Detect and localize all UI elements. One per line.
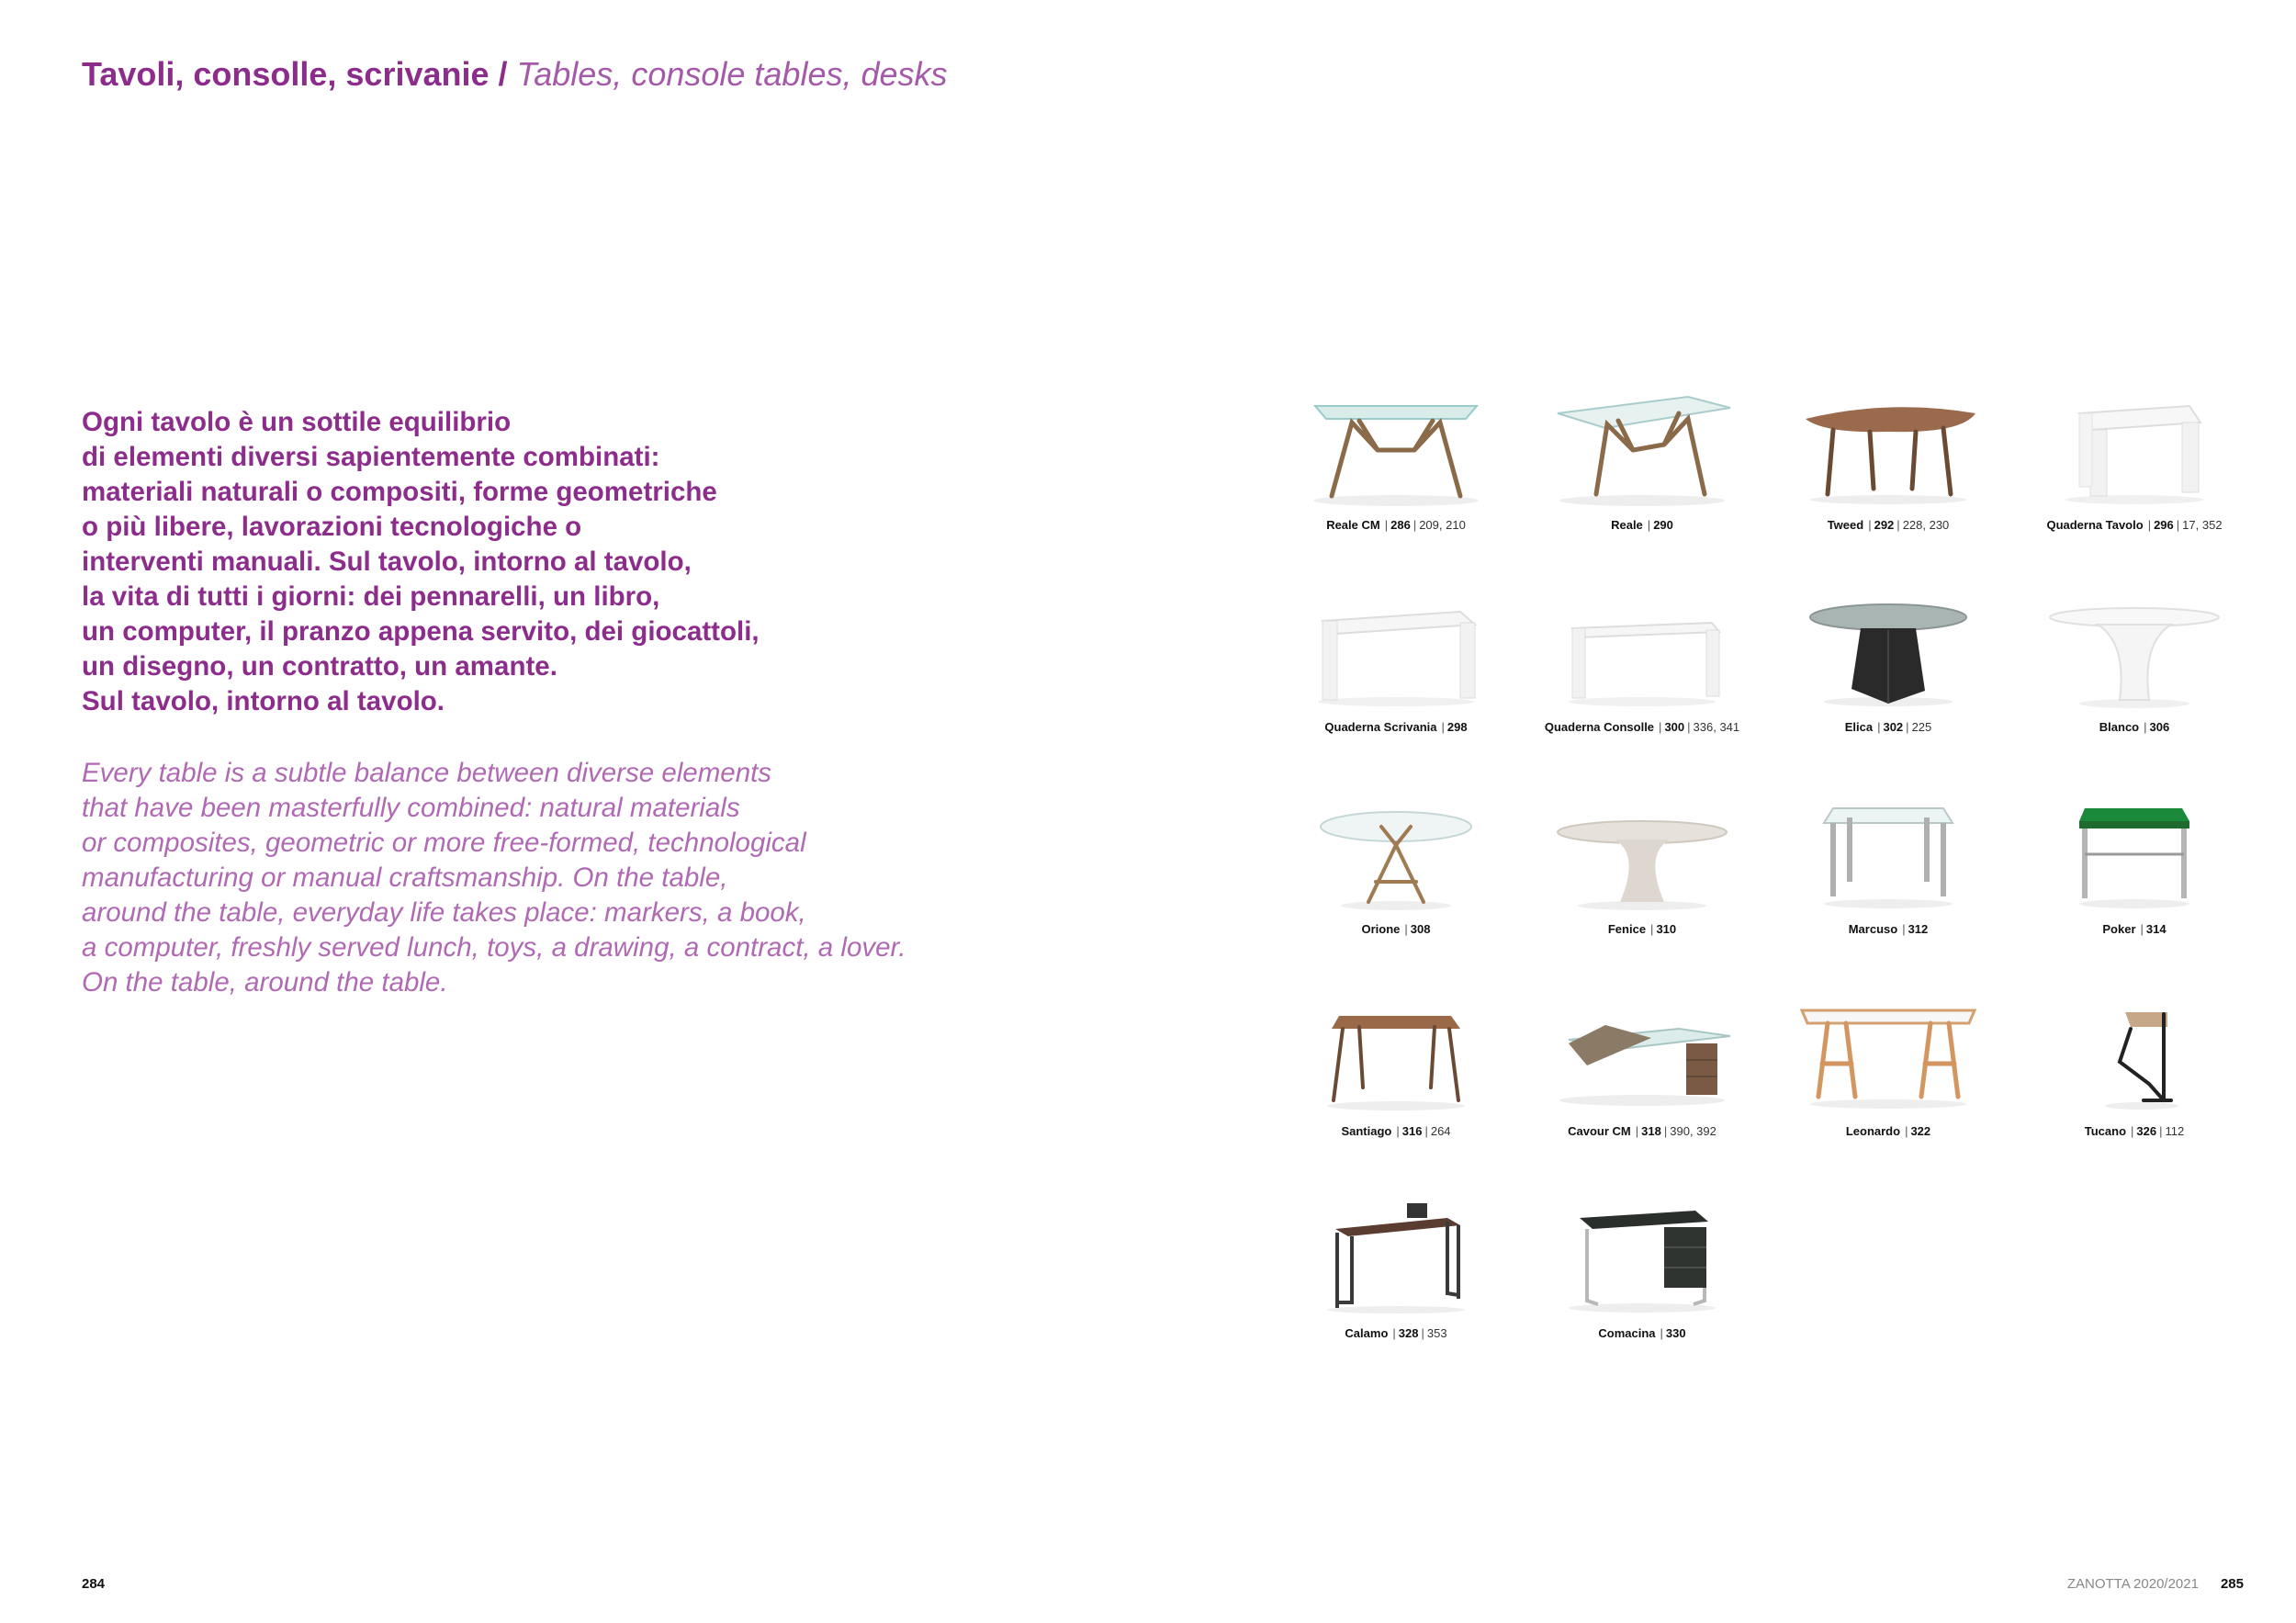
product-name: Poker bbox=[2102, 922, 2136, 936]
intro-italian-line: materiali naturali o compositi, forme geometriche bbox=[82, 477, 717, 507]
product-page: 316 bbox=[1401, 1124, 1423, 1138]
product-name: Comacina bbox=[1598, 1326, 1656, 1340]
product-name: Tweed bbox=[1827, 518, 1864, 532]
product-name: Fenice bbox=[1607, 922, 1647, 936]
product-name: Orione bbox=[1361, 922, 1401, 936]
product-caption: Tweed | 292 | 228, 230 bbox=[1827, 518, 1950, 532]
product-caption: Reale | 290 bbox=[1611, 518, 1673, 532]
product-page: 312 bbox=[1908, 922, 1929, 936]
product-item-comacina[interactable] bbox=[1523, 1194, 1761, 1387]
product-item-quaderna-consolle[interactable] bbox=[1523, 588, 1761, 781]
product-caption: Reale CM | 286 | 209, 210 bbox=[1326, 518, 1466, 532]
product-name: Reale bbox=[1611, 518, 1643, 532]
oval-wood-table-icon bbox=[1796, 386, 1980, 514]
round-glass-table-icon bbox=[1796, 588, 1980, 716]
product-name: Quaderna Scrivania bbox=[1324, 720, 1437, 734]
grid-console-icon bbox=[1550, 588, 1734, 716]
product-name: Blanco bbox=[2099, 720, 2140, 734]
product-page: 296 bbox=[2154, 518, 2174, 532]
grid-table-icon bbox=[2043, 386, 2226, 514]
product-caption: Elica | 302 | 225 bbox=[1844, 720, 1932, 734]
product-item-santiago[interactable] bbox=[1277, 992, 1515, 1185]
oval-pedestal-table-icon bbox=[1550, 790, 1734, 919]
product-item-reale[interactable] bbox=[1523, 386, 1761, 579]
trestle-table-icon bbox=[1796, 992, 1980, 1121]
product-page: 310 bbox=[1656, 922, 1677, 936]
intro-english-line: or composites, geometric or more free-formed, technological bbox=[82, 828, 806, 858]
product-name: Marcuso bbox=[1848, 922, 1898, 936]
product-page: 326 bbox=[2136, 1124, 2157, 1138]
intro-italian-line: Sul tavolo, intorno al tavolo. bbox=[82, 686, 445, 716]
brand-label: ZANOTTA 2020/2021 bbox=[2066, 1576, 2199, 1592]
desk-with-drawers-icon bbox=[1550, 992, 1734, 1121]
product-page: 292 bbox=[1874, 518, 1895, 532]
product-grid bbox=[1277, 386, 2250, 1359]
product-refs: 225 bbox=[1911, 720, 1932, 734]
intro-english bbox=[82, 756, 1000, 1000]
product-caption: Tucano | 326 | 112 bbox=[2084, 1124, 2185, 1138]
product-caption: Calamo | 328 | 353 bbox=[1345, 1326, 1447, 1340]
product-page: 298 bbox=[1446, 720, 1468, 734]
product-item-cavour-cm[interactable] bbox=[1523, 992, 1761, 1185]
desk-with-drawers-icon bbox=[1550, 1194, 1734, 1323]
product-item-elica[interactable] bbox=[1769, 588, 2008, 781]
product-name: Leonardo bbox=[1845, 1124, 1901, 1138]
product-item-reale-cm[interactable] bbox=[1277, 386, 1515, 579]
intro-english-line: that have been masterfully combined: natural materials bbox=[82, 793, 740, 823]
product-name: Elica bbox=[1844, 720, 1874, 734]
product-name: Calamo bbox=[1345, 1326, 1389, 1340]
intro-english-line: around the table, everyday life takes place: markers, a book, bbox=[82, 897, 806, 928]
page-number-right: 285 bbox=[2220, 1576, 2244, 1592]
intro-italian-line: un computer, il pranzo appena servito, dei giocattoli, bbox=[82, 616, 760, 647]
product-item-poker[interactable] bbox=[2015, 790, 2254, 983]
page-title bbox=[82, 55, 948, 94]
product-caption: Poker | 314 bbox=[2102, 922, 2167, 936]
product-item-quaderna-scrivania[interactable] bbox=[1277, 588, 1515, 781]
intro-italian bbox=[82, 405, 1000, 719]
product-caption: Quaderna Consolle | 300 | 336, 341 bbox=[1544, 720, 1740, 734]
intro-italian-line: di elementi diversi sapientemente combinati: bbox=[82, 442, 660, 472]
console-desk-icon bbox=[1304, 1194, 1488, 1323]
product-refs: 336, 341 bbox=[1693, 720, 1740, 734]
product-item-blanco[interactable] bbox=[2015, 588, 2254, 781]
title-separator: / bbox=[498, 55, 508, 93]
product-refs: 353 bbox=[1426, 1326, 1447, 1340]
product-item-orione[interactable] bbox=[1277, 790, 1515, 983]
product-page: 306 bbox=[2149, 720, 2170, 734]
wood-table-icon bbox=[1304, 992, 1488, 1121]
product-name: Cavour CM bbox=[1568, 1124, 1631, 1138]
product-item-tweed[interactable] bbox=[1769, 386, 2008, 579]
product-item-tucano[interactable] bbox=[2015, 992, 2254, 1185]
product-item-calamo[interactable] bbox=[1277, 1194, 1515, 1387]
intro-italian-line: interventi manuali. Sul tavolo, intorno al tavolo, bbox=[82, 547, 692, 577]
product-caption: Blanco | 306 bbox=[2099, 720, 2170, 734]
product-caption: Cavour CM | 318 | 390, 392 bbox=[1568, 1124, 1716, 1138]
product-refs: 17, 352 bbox=[2182, 518, 2223, 532]
product-item-fenice[interactable] bbox=[1523, 790, 1761, 983]
title-english: Tables, console tables, desks bbox=[516, 55, 948, 93]
card-table-icon bbox=[2043, 790, 2226, 919]
product-item-quaderna-tavolo[interactable] bbox=[2015, 386, 2254, 579]
product-caption: Marcuso | 312 bbox=[1848, 922, 1929, 936]
product-page: 300 bbox=[1664, 720, 1685, 734]
product-caption: Quaderna Scrivania | 298 bbox=[1324, 720, 1468, 734]
intro-italian-line: la vita di tutti i giorni: dei pennarelli, un libro, bbox=[82, 581, 660, 612]
glass-table-wood-legs-icon bbox=[1304, 386, 1488, 514]
intro-italian-line: o più libere, lavorazioni tecnologiche o bbox=[82, 512, 582, 542]
product-page: 330 bbox=[1665, 1326, 1686, 1340]
product-refs: 112 bbox=[2165, 1124, 2185, 1138]
product-caption: Comacina | 330 bbox=[1598, 1326, 1686, 1340]
product-item-leonardo[interactable] bbox=[1769, 992, 2008, 1185]
intro-italian-line: Ogni tavolo è un sottile equilibrio bbox=[82, 407, 512, 437]
product-page: 308 bbox=[1410, 922, 1431, 936]
product-refs: 264 bbox=[1430, 1124, 1451, 1138]
product-page: 328 bbox=[1398, 1326, 1419, 1340]
side-desk-icon bbox=[2043, 992, 2226, 1121]
intro-english-line: On the table, around the table. bbox=[82, 967, 448, 997]
product-name: Quaderna Tavolo bbox=[2046, 518, 2144, 532]
title-italian: Tavoli, consolle, scrivanie bbox=[82, 55, 490, 93]
product-item-marcuso[interactable] bbox=[1769, 790, 2008, 983]
page-number-left: 284 bbox=[82, 1576, 106, 1592]
pedestal-table-icon bbox=[2043, 588, 2226, 716]
intro-italian-line: un disegno, un contratto, un amante. bbox=[82, 651, 557, 682]
product-refs: 390, 392 bbox=[1670, 1124, 1716, 1138]
product-name: Santiago bbox=[1341, 1124, 1392, 1138]
product-refs: 228, 230 bbox=[1902, 518, 1950, 532]
product-page: 314 bbox=[2145, 922, 2167, 936]
product-caption: Orione | 308 bbox=[1361, 922, 1431, 936]
product-name: Quaderna Consolle bbox=[1544, 720, 1655, 734]
intro-english-line: manufacturing or manual craftsmanship. On the table, bbox=[82, 862, 728, 893]
grid-desk-icon bbox=[1304, 588, 1488, 716]
round-glass-table-icon bbox=[1304, 790, 1488, 919]
product-page: 286 bbox=[1390, 518, 1411, 532]
glass-table-wood-legs-icon bbox=[1550, 386, 1734, 514]
product-page: 302 bbox=[1883, 720, 1904, 734]
page-footer-right bbox=[2067, 1576, 2244, 1592]
product-page: 318 bbox=[1641, 1124, 1661, 1138]
product-caption: Quaderna Tavolo | 296 | 17, 352 bbox=[2046, 518, 2223, 532]
product-page: 322 bbox=[1910, 1124, 1931, 1138]
product-refs: 209, 210 bbox=[1419, 518, 1466, 532]
product-caption: Leonardo | 322 bbox=[1845, 1124, 1931, 1138]
product-page: 290 bbox=[1653, 518, 1673, 532]
product-name: Reale CM bbox=[1326, 518, 1380, 532]
product-name: Tucano bbox=[2084, 1124, 2127, 1138]
product-caption: Santiago | 316 | 264 bbox=[1341, 1124, 1451, 1138]
intro-english-line: Every table is a subtle balance between diverse elements bbox=[82, 758, 772, 788]
product-caption: Fenice | 310 bbox=[1607, 922, 1677, 936]
intro-english-line: a computer, freshly served lunch, toys, a drawing, a contract, a lover. bbox=[82, 932, 906, 963]
glass-steel-table-icon bbox=[1796, 790, 1980, 919]
